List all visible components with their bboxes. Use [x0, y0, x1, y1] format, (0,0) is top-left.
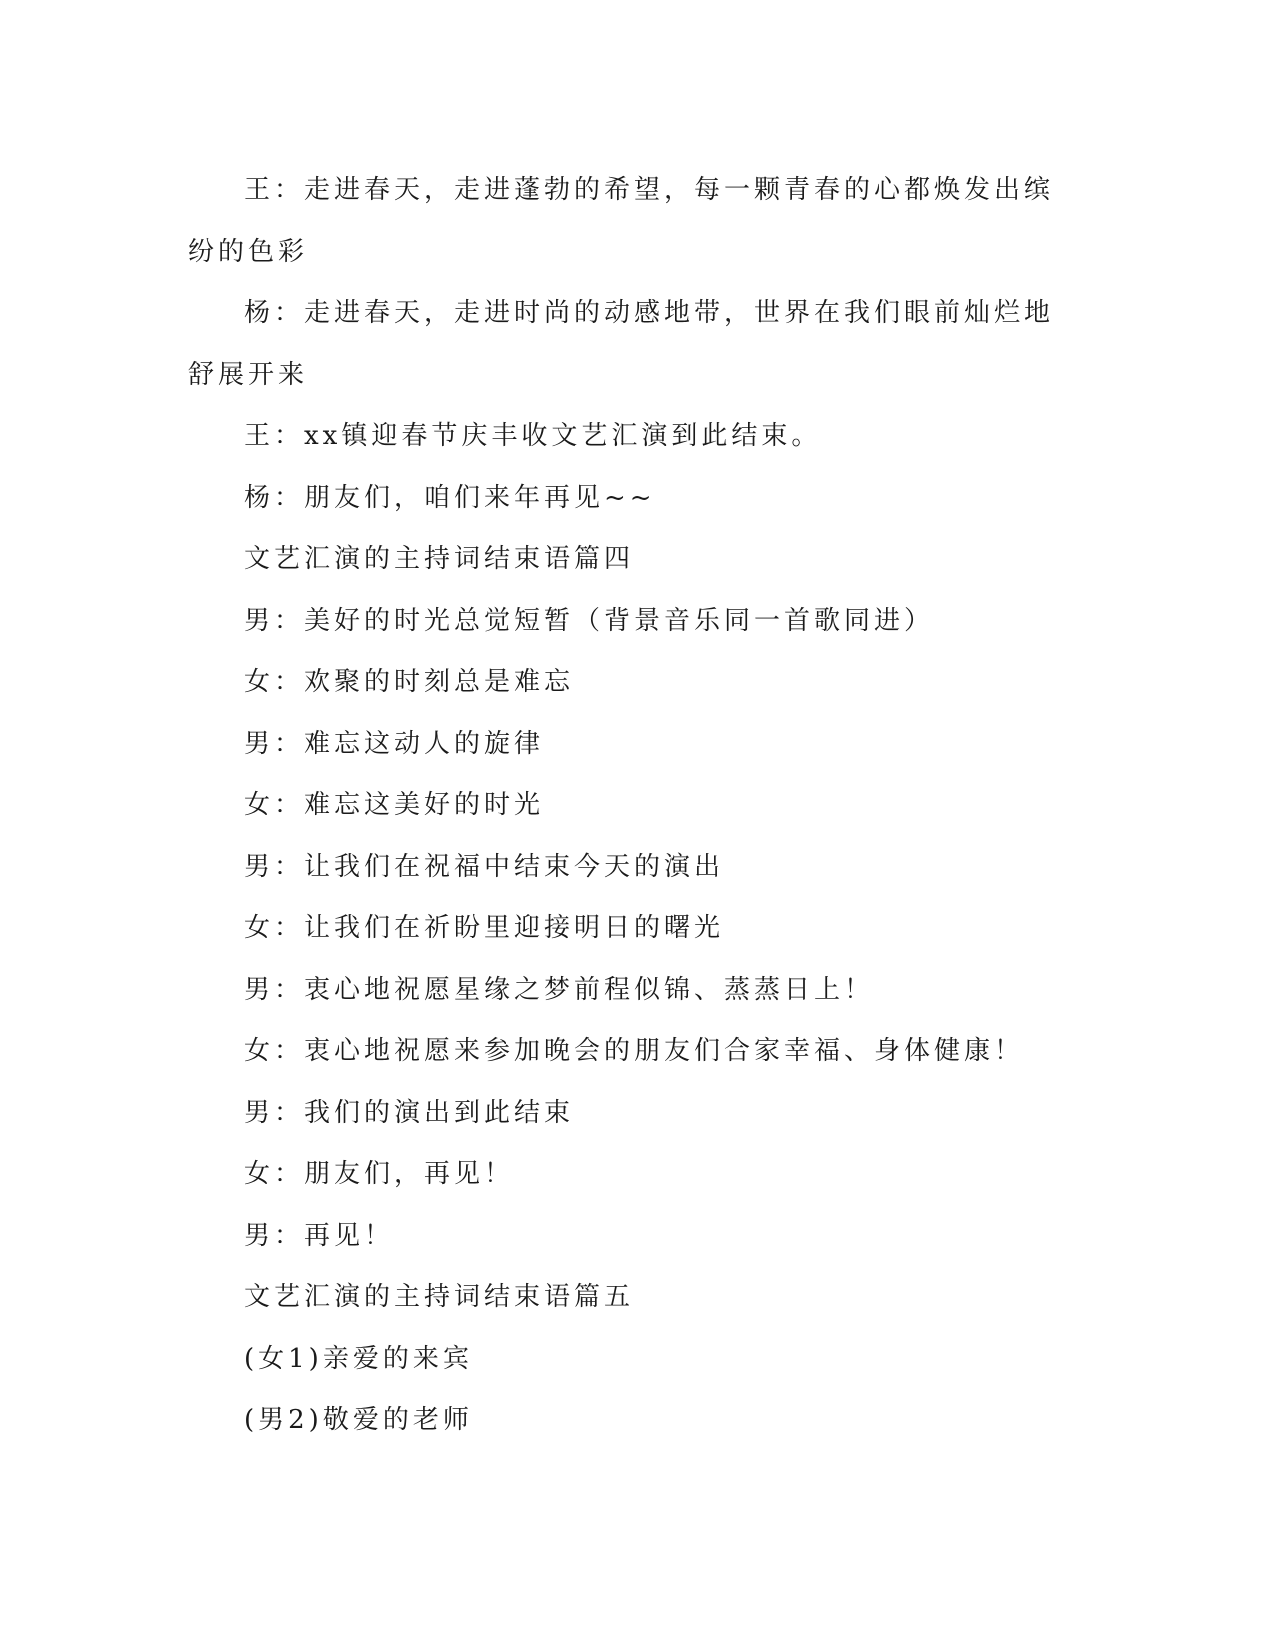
paragraph: (男2)敬爱的老师 — [244, 1405, 473, 1435]
paragraph: 杨：朋友们，咱们来年再见~~ — [244, 482, 656, 513]
paragraph: 男：再见！ — [244, 1220, 395, 1251]
paragraph: 女：难忘这美好的时光 — [244, 790, 545, 820]
document-body — [188, 160, 1078, 1452]
paragraph: 男：美好的时光总觉短暂（背景音乐同一首歌同进） — [244, 605, 935, 636]
paragraph: 女：让我们在祈盼里迎接明日的曙光 — [244, 913, 725, 943]
paragraph: (女1)亲爱的来宾 — [244, 1343, 473, 1374]
paragraph: 女：朋友们，再见！ — [244, 1159, 515, 1189]
section-heading: 文艺汇演的主持词结束语篇四 — [244, 544, 635, 574]
paragraph: 女：衷心地祝愿来参加晚会的朋友们合家幸福、身体健康！ — [244, 1036, 1025, 1066]
section-heading: 文艺汇演的主持词结束语篇五 — [244, 1282, 635, 1312]
paragraph: 女：欢聚的时刻总是难忘 — [244, 667, 575, 697]
paragraph: 男：我们的演出到此结束 — [244, 1097, 575, 1128]
paragraph: 杨：走进春天，走进时尚的动感地带，世界在我们眼前灿烂地舒展开来 — [188, 298, 1055, 390]
paragraph: 男：难忘这动人的旋律 — [244, 728, 545, 759]
paragraph: 王：xx镇迎春节庆丰收文艺汇演到此结束。 — [244, 421, 822, 451]
paragraph: 男：衷心地祝愿星缘之梦前程似锦、蒸蒸日上！ — [244, 974, 875, 1005]
paragraph: 男：让我们在祝福中结束今天的演出 — [244, 851, 725, 882]
paragraph: 王：走进春天，走进蓬勃的希望，每一颗青春的心都焕发出缤纷的色彩 — [188, 175, 1055, 267]
